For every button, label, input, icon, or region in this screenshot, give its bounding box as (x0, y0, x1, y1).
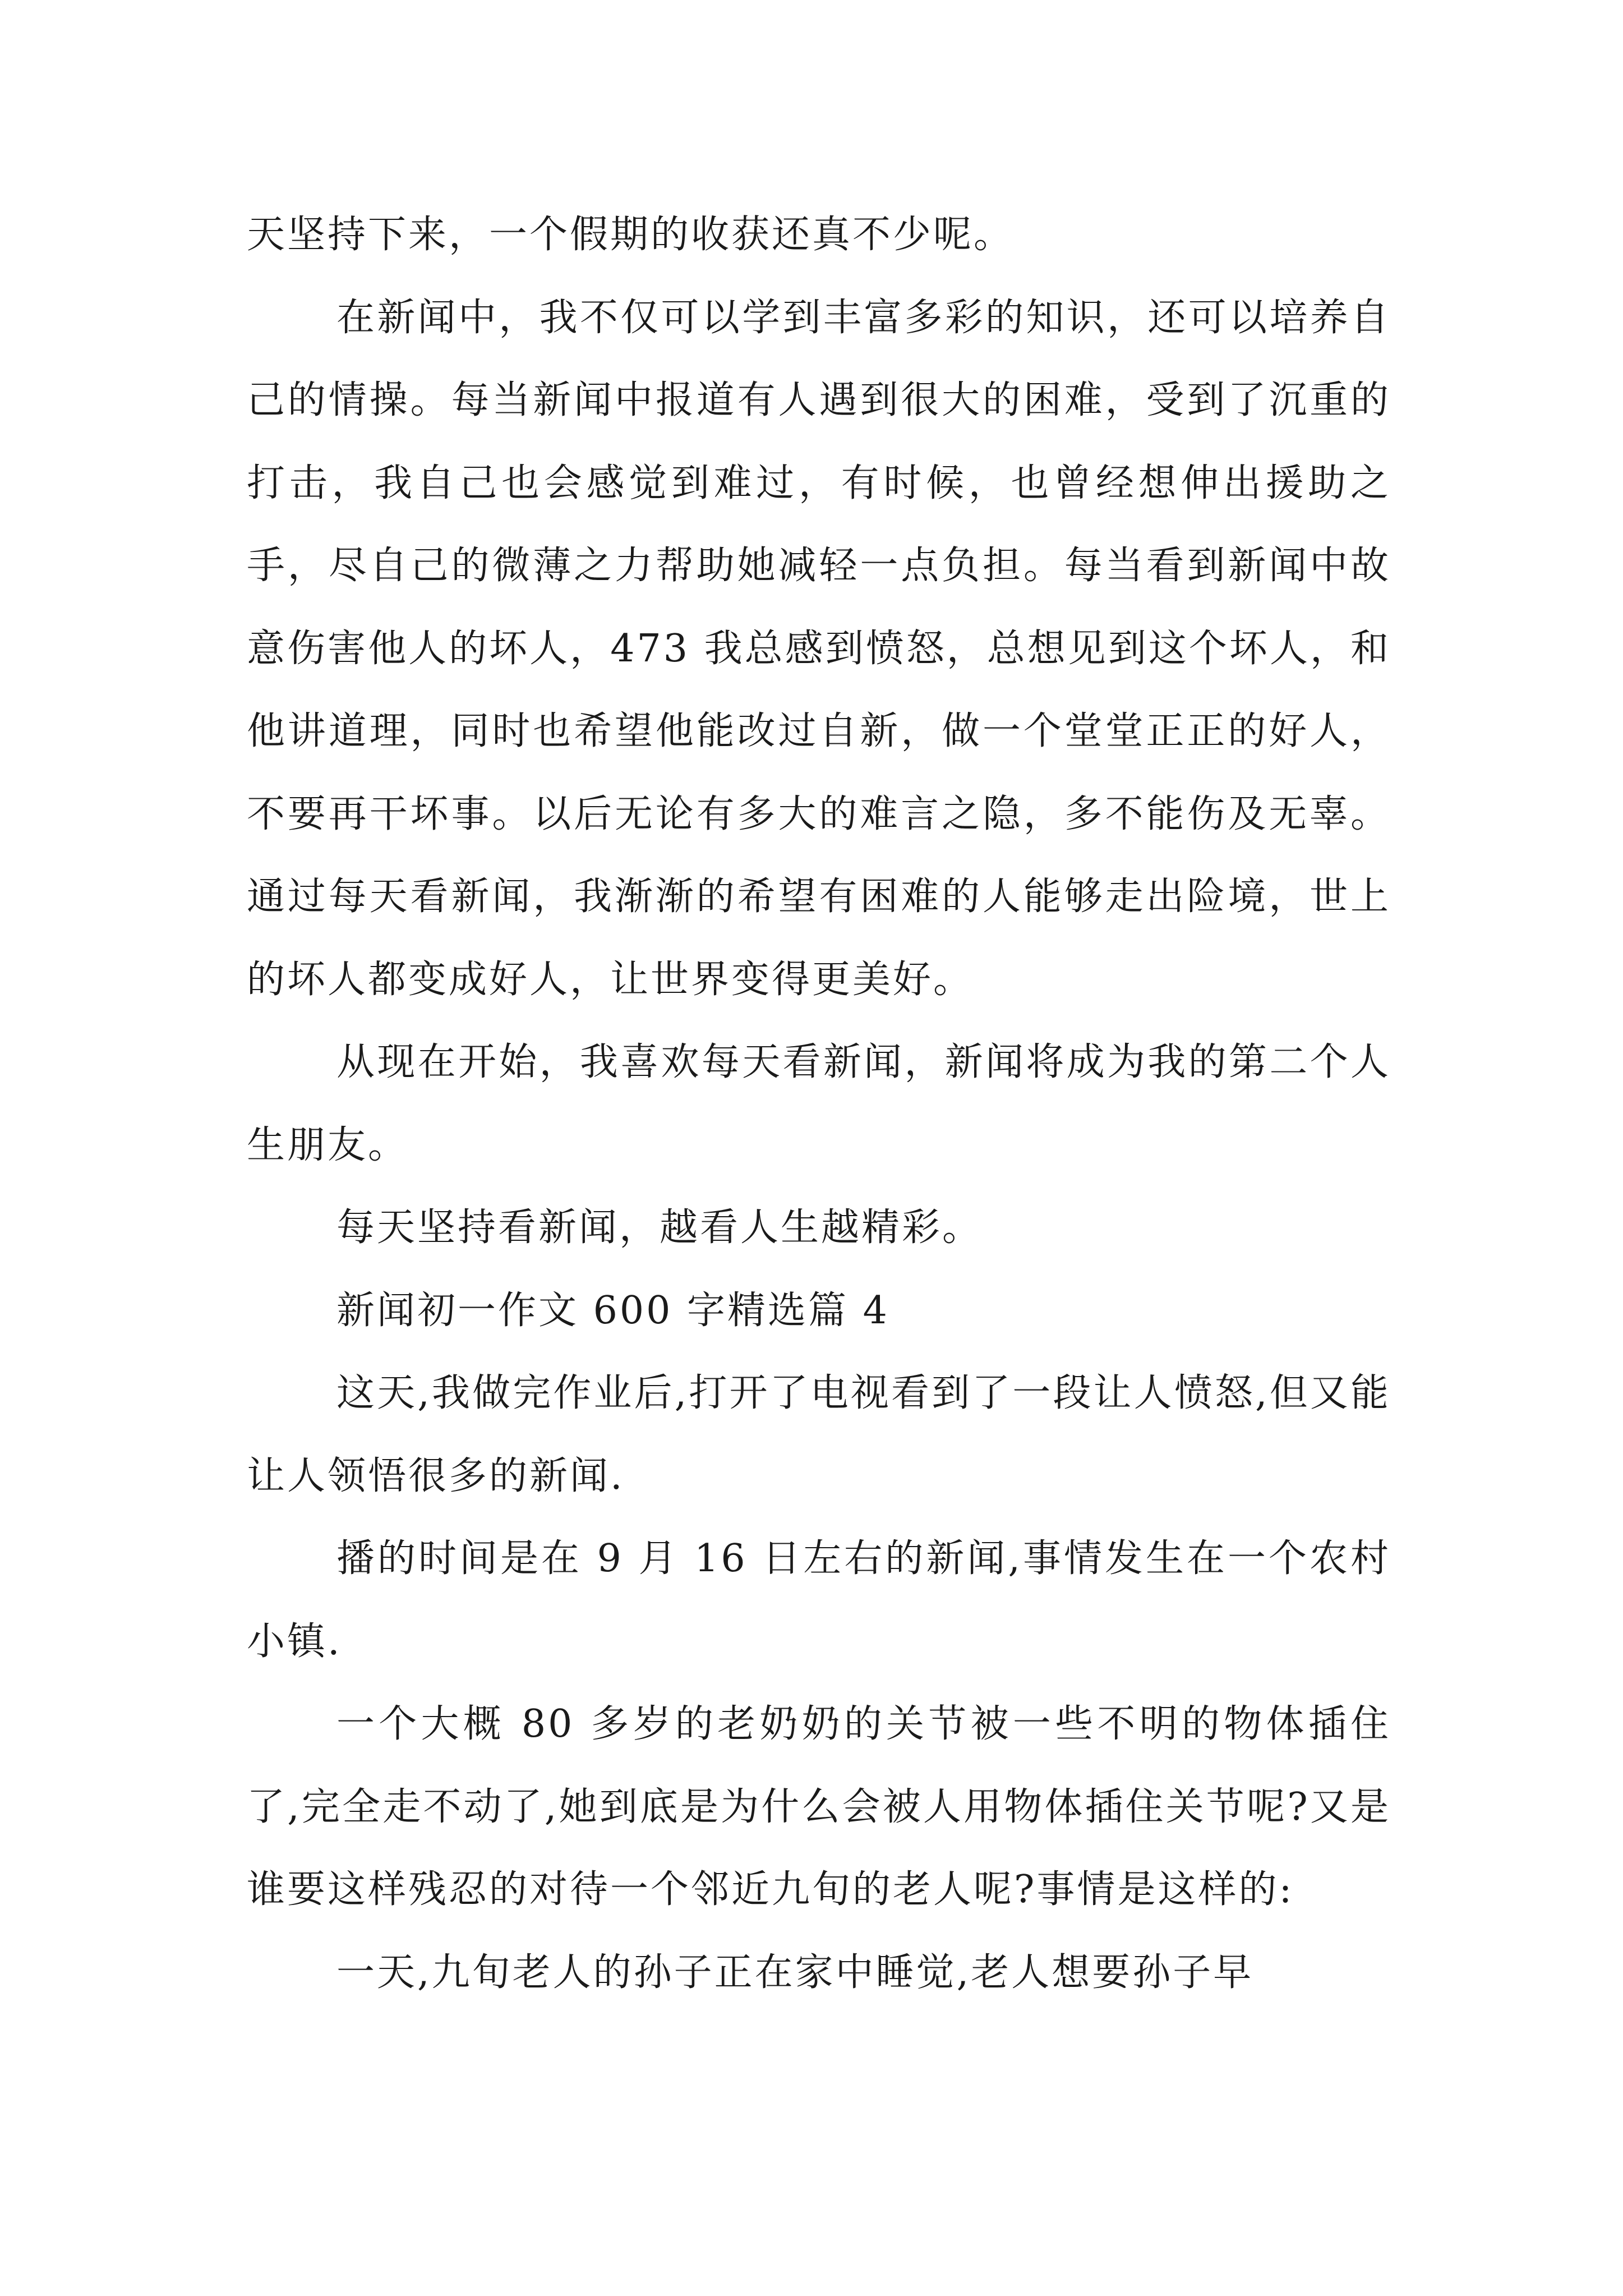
paragraph-daily-news: 每天坚持看新闻，越看人生越精彩。 (336, 1205, 983, 1250)
paragraph-news-cultivation: 在新闻中，我不仅可以学到丰富多彩的知识，还可以培养自己的情操。每当新闻中报道有人遇到很大的困难，受到了沉重的打击，我自己也会感觉到难过，有时候，也曾经想伸出援助之手，尽自己的微薄之力帮助她减轻一点负担。每当看到新闻中故意伤害他人的坏人，473 我总感到愤怒，总想见到这个坏人，和他讲道理，同时也希望他能改过自新，做一个堂堂正正的好人，不要再干坏事。以后无论有多大的难言之隐，多不能伤及无辜。通过每天看新闻，我渐渐的希望有困难的人能够走出险境，世上的坏人都变成好人，让世界变得更美好。 (247, 295, 1391, 1002)
document-body (247, 194, 1391, 2014)
paragraph-broadcast-time: 播的时间是在 9 月 16 日左右的新闻,事情发生在一个农村小镇. (247, 1536, 1391, 1664)
paragraph-news-friend: 从现在开始，我喜欢每天看新闻，新闻将成为我的第二个人生朋友。 (247, 1040, 1391, 1167)
section-heading: 新闻初一作文 600 字精选篇 4 (336, 1288, 889, 1333)
paragraph-grandmother: 一个大概 80 多岁的老奶奶的关节被一些不明的物体插住了,完全走不动了,她到底是为什么会被人用物体插住关节呢?又是谁要这样残忍的对待一个邻近九旬的老人呢?事情是这样的: (247, 1702, 1391, 1912)
paragraph-continuation: 天坚持下来，一个假期的收获还真不少呢。 (247, 213, 1015, 257)
paragraph-watching-tv: 这天,我做完作业后,打开了电视看到了一段让人愤怒,但又能让人领悟很多的新闻. (247, 1371, 1391, 1498)
paragraph-grandson: 一天,九旬老人的孙子正在家中睡觉,老人想要孙子早 (336, 1950, 1254, 1995)
